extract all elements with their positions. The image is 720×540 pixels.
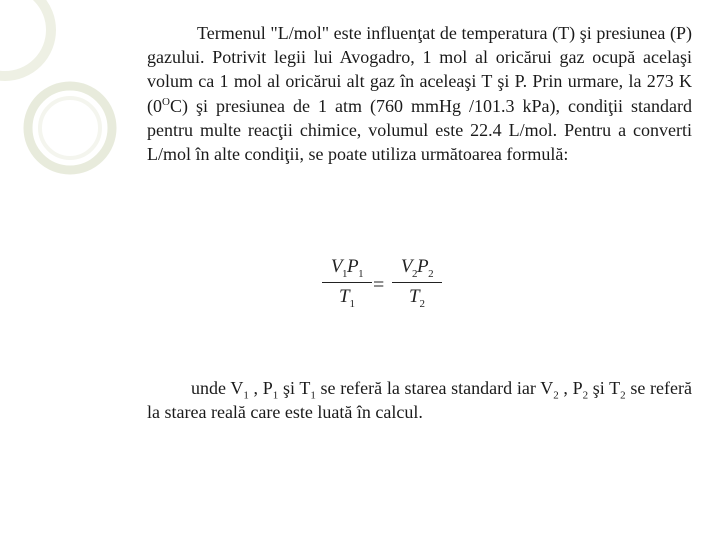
right-fraction-bar [392,282,442,284]
gas-law-formula [322,256,452,320]
right-denominator: $T_2$ [408,286,426,311]
intro-text-1: Termenul "L/mol" este influenţat de temperatura (T) şi presiunea (P) gazului. Potrivit legii lui Avogadro, 1 mol al oricărui gaz ocupă acelaşi volum ca 1 mol al oricărui alt gaz în aceleaşi T şi P. Prin urmare, la 273 K (0 [147,23,692,116]
right-fraction [392,256,442,310]
left-denominator: $T_1$ [338,286,356,311]
left-fraction-bar [322,282,372,284]
left-fraction [322,256,372,310]
explanation-paragraph: unde $V_1$ , $P_1$ şi $T_1$ se referă la starea standard iar $V_2$ , $P_2$ şi $T_2$ se referă la starea reală care este luată în calcul. [147,378,692,423]
intro-paragraph [147,21,692,166]
left-numerator: $V_1P_1$ [330,256,364,280]
equals-sign: = [373,274,385,296]
decorative-circles [0,0,130,260]
degree-symbol: O [162,95,170,108]
intro-text-2: C) şi presiunea de 1 atm (760 mmHg /101.3 kPa), condiţii standard pentru multe reacţii chimice, volumul este 22.4 L/mol. Pentru a converti L/mol în alte condiţii, se poate utiliza următoarea formulă: [147,95,692,165]
right-numerator: $V_2P_2$ [400,256,434,280]
